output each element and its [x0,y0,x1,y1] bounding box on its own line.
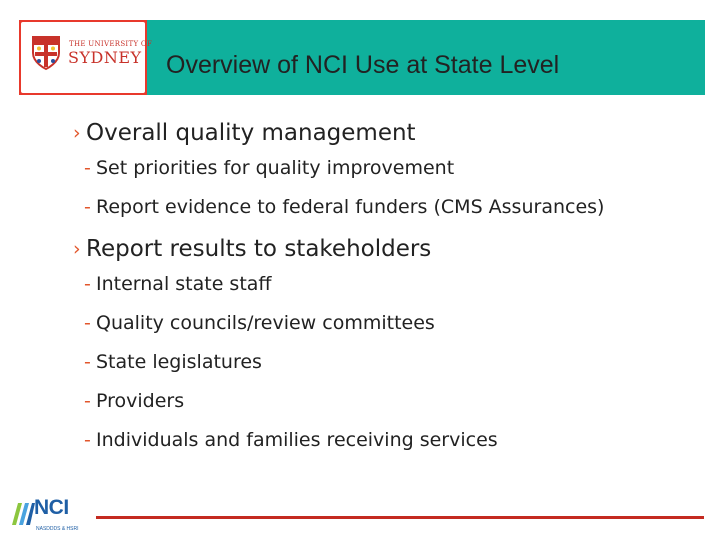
list-item [84,428,704,452]
section-heading [74,234,704,264]
nci-logo-text: NCI [34,496,69,519]
crest-icon [31,35,61,71]
dash-icon: - [84,312,91,334]
list-item-text: Report evidence to federal funders (CMS Assurances) [96,196,605,218]
dash-icon: - [84,273,91,295]
list-item-text: Providers [96,390,185,412]
chevron-right-icon: › [73,238,81,260]
title-banner [19,20,705,95]
list-item [84,311,704,335]
nci-logo-subtitle: NASDDDS & HSRI [36,526,79,532]
list-item-text: Internal state staff [96,273,272,295]
list-item-text: State legislatures [96,351,262,373]
list-item [84,272,704,296]
list-item [84,156,704,180]
dash-icon: - [84,157,91,179]
bullet-content [74,118,704,467]
section-heading [74,118,704,148]
list-item [84,195,704,219]
section-heading-text: Report results to stakeholders [86,236,432,262]
list-item-text: Set priorities for quality improvement [96,157,455,179]
dash-icon: - [84,196,91,218]
logo-line1: THE UNIVERSITY OF [69,40,153,48]
chevron-right-icon: › [73,122,81,144]
logo-panel [21,22,153,93]
section-heading-text: Overall quality management [86,120,416,146]
dash-icon: - [84,429,91,451]
logo-line2: SYDNEY [68,48,142,67]
dash-icon: - [84,390,91,412]
university-logo [19,20,153,95]
list-item-text: Individuals and families receiving services [96,429,498,451]
page-title: Overview of NCI Use at State Level [166,51,560,79]
list-item [84,389,704,413]
list-item [84,350,704,374]
list-item-text: Quality councils/review committees [96,312,435,334]
footer-divider [96,516,704,519]
dash-icon: - [84,351,91,373]
